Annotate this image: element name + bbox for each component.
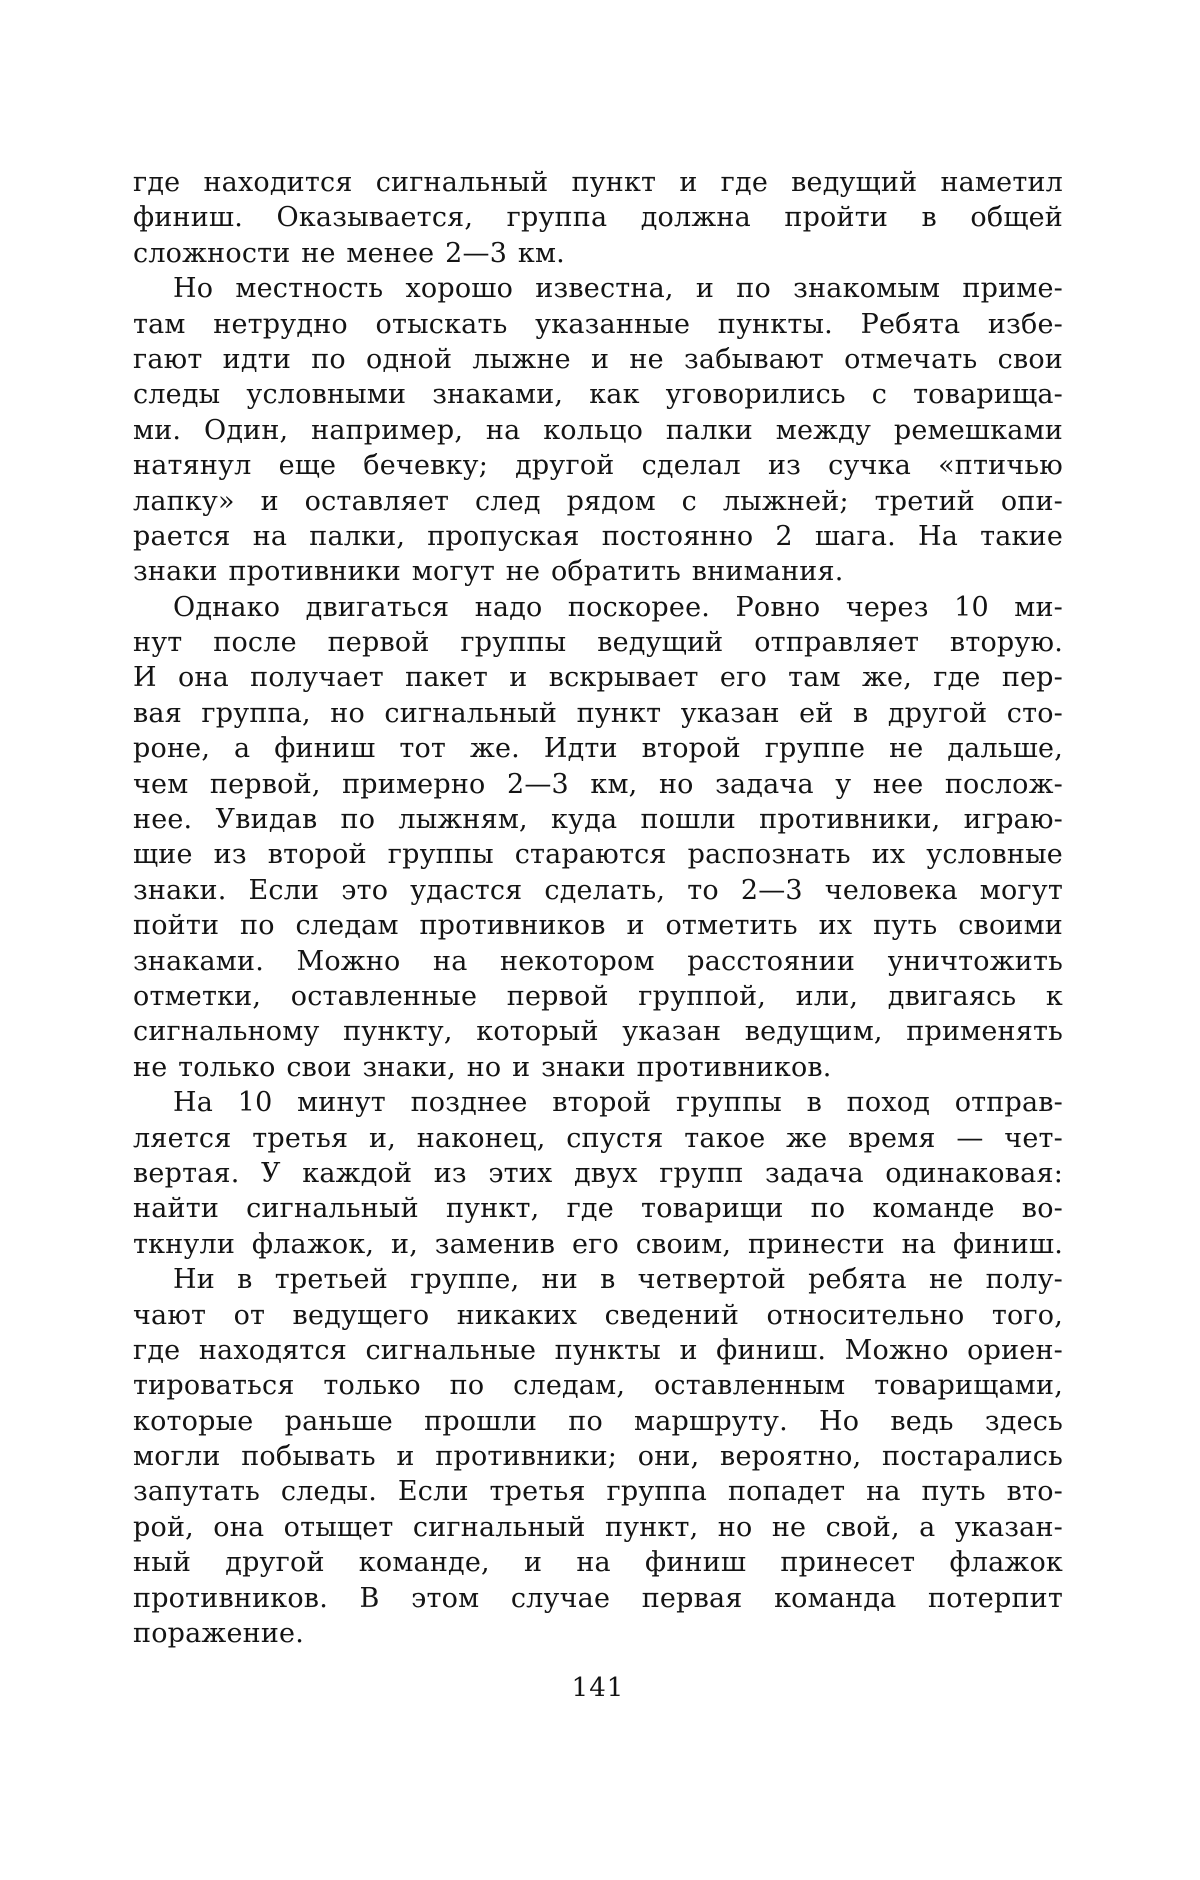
- text-line: чем первой, примерно 2—3 км, но задача у нее послож-: [133, 768, 1063, 800]
- text-line: вертая. У каждой из этих двух групп задача одинаковая:: [133, 1157, 1063, 1189]
- text-line: знаками. Можно на некотором расстоянии уничтожить: [133, 945, 1063, 977]
- text-line: Ни в третьей группе, ни в четвертой ребята не полу-: [173, 1264, 1063, 1296]
- text-line: ткнули флажок, и, заменив его своим, принести на финиш.: [133, 1228, 1063, 1260]
- text-line: запутать следы. Если третья группа попадет на путь вто-: [133, 1476, 1063, 1508]
- text-line: там нетрудно отыскать указанные пункты. Ребята избе-: [133, 308, 1063, 340]
- text-line: ми. Один, например, на кольцо палки между ремешками: [133, 414, 1063, 446]
- page-number: 141: [571, 1673, 625, 1703]
- text-line: поражение.: [133, 1618, 305, 1650]
- text-line: Но местность хорошо известна, и по знакомым приме-: [173, 273, 1063, 305]
- text-line: знаки. Если это удастся сделать, то 2—3 человека могут: [133, 874, 1063, 906]
- text-line: сложности не менее 2—3 км.: [133, 237, 565, 269]
- text-line: найти сигнальный пункт, где товарищи по команде во-: [133, 1193, 1063, 1225]
- text-line: знаки противники могут не обратить внимания.: [133, 556, 844, 588]
- text-line: где находится сигнальный пункт и где ведущий наметил: [133, 167, 1063, 198]
- text-line: тироваться только по следам, оставленным товарищами,: [133, 1370, 1063, 1402]
- text-line: натянул еще бечевку; другой сделал из сучка «птичью: [133, 450, 1063, 482]
- text-line: ный другой команде, и на финиш принесет флажок: [133, 1547, 1063, 1579]
- text-line: могли побывать и противники; они, вероятно, постарались: [133, 1441, 1063, 1473]
- text-line: лапку» и оставляет след рядом с лыжней; третий опи-: [133, 485, 1063, 517]
- text-line: рается на палки, пропуская постоянно 2 шага. На такие: [133, 520, 1063, 552]
- text-line: отметки, оставленные первой группой, или, двигаясь к: [133, 980, 1063, 1012]
- text-line: где находятся сигнальные пункты и финиш. Можно ориен-: [133, 1334, 1063, 1366]
- text-line: которые раньше прошли по маршруту. Но ведь здесь: [133, 1405, 1063, 1437]
- text-line: пойти по следам противников и отметить их путь своими: [133, 910, 1063, 942]
- text-line: нут после первой группы ведущий отправляет вторую.: [133, 627, 1063, 659]
- text-line: не только свои знаки, но и знаки противников.: [133, 1051, 832, 1083]
- text-line: вая группа, но сигнальный пункт указан ей в другой сто-: [133, 697, 1063, 729]
- text-line: роне, а финиш тот же. Идти второй группе не дальше,: [133, 733, 1063, 765]
- text-block: [133, 165, 1063, 1651]
- text-line: чают от ведущего никаких сведений относительно того,: [133, 1299, 1063, 1331]
- text-line: рой, она отыщет сигнальный пункт, но не свой, а указан-: [133, 1511, 1063, 1543]
- text-line: противников. В этом случае первая команда потерпит: [133, 1582, 1063, 1614]
- text-line: сигнальному пункту, который указан ведущим, применять: [133, 1016, 1063, 1048]
- text-line: финиш. Оказывается, группа должна пройти в общей: [133, 202, 1063, 234]
- text-line: нее. Увидав по лыжням, куда пошли противники, играю-: [133, 804, 1063, 836]
- text-line: гают идти по одной лыжне и не забывают отмечать свои: [133, 343, 1063, 375]
- text-line: щие из второй группы стараются распознать их условные: [133, 839, 1063, 871]
- text-line: ляется третья и, наконец, спустя такое же время — чет-: [133, 1122, 1063, 1154]
- text-line: И она получает пакет и вскрывает его там же, где пер-: [133, 662, 1063, 694]
- text-line: следы условными знаками, как уговорились с товарища-: [133, 379, 1063, 411]
- text-line: На 10 минут позднее второй группы в поход отправ-: [173, 1087, 1063, 1119]
- text-line: Однако двигаться надо поскорее. Ровно через 10 ми-: [173, 591, 1063, 623]
